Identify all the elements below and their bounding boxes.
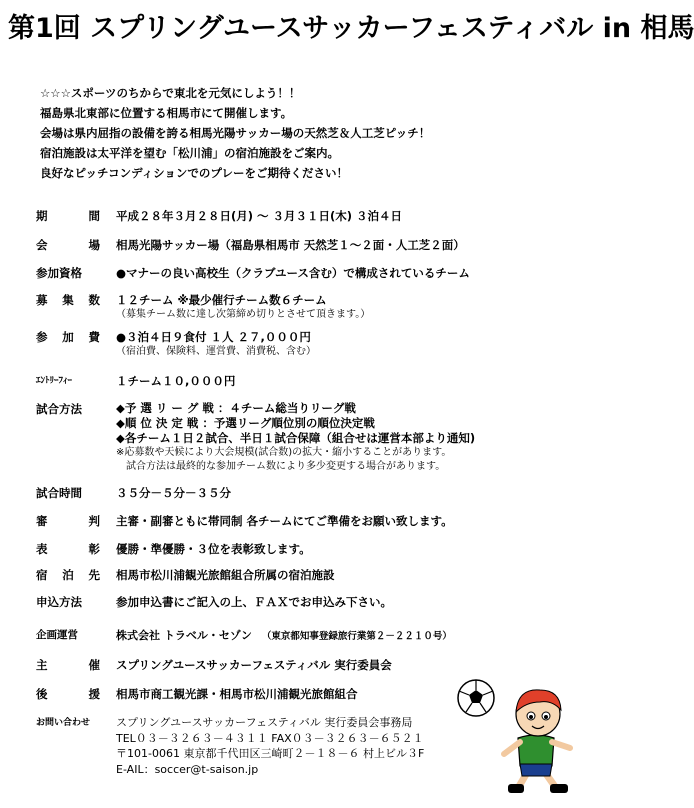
recruit-value <box>116 292 586 322</box>
match-time-label: 試合時間 <box>36 486 82 500</box>
intro-line: ☆☆☆スポーツのちからで東北を元気にしよう！！ <box>40 86 301 100</box>
planning-company: 株式会社 トラベル・セゾン <box>116 629 252 642</box>
intro-line: 福島県北東部に位置する相馬市にて開催します。 <box>40 106 293 120</box>
intro-line: 良好なピッチコンディションでのプレーをご期待ください！ <box>40 166 348 180</box>
venue-value: 相馬光陽サッカー場（福島県相馬市 天然芝１～２面・人工芝２面） <box>116 238 465 252</box>
planning-label: 企画運営 <box>36 629 78 641</box>
match-time-value: ３５分－５分－３５分 <box>116 486 231 500</box>
format-note: 試合方法は最終的な参加チーム数により多少変更する場合があります。 <box>116 461 446 472</box>
lodging-label: 宿 泊 先 <box>36 568 100 582</box>
eligibility-value: ●マナーの良い高校生（クラブユース含む）で構成されているチーム <box>116 266 470 280</box>
organizer-label: 主 催 <box>36 658 100 672</box>
intro-line: 会場は県内屈指の設備を誇る相馬光陽サッカー場の天然芝＆人工芝ピッチ！ <box>40 126 431 140</box>
contact-line: TEL０３－３２６３－４３１１ FAX０３－３２６３－６５２１ <box>116 731 424 745</box>
fee-amount: ●３泊４日９食付 １人 ２７,０００円 <box>116 330 311 344</box>
soccer-mascot-illustration <box>456 676 596 800</box>
referee-label: 審 判 <box>36 514 100 528</box>
awards-label: 表 彰 <box>36 542 100 556</box>
apply-value: 参加申込書にご記入の上、ＦＡＸでお申込み下さい。 <box>116 595 392 609</box>
support-label: 後 援 <box>36 687 100 701</box>
recruit-label: 募 集 数 <box>36 293 100 307</box>
intro-text <box>40 83 580 183</box>
eligibility-label: 参加資格 <box>36 266 82 280</box>
fee-value <box>116 329 586 359</box>
fee-note: （宿泊費、保険料、運営費、消費税、含む） <box>116 346 316 357</box>
format-line: ◆予 選 リ ー グ 戦 ：４チーム総当りリーグ戦 <box>116 401 356 415</box>
intro-line: 宿泊施設は太平洋を望む「松川浦」の宿泊施設をご案内。 <box>40 146 339 160</box>
format-value <box>116 401 586 474</box>
apply-label: 申込方法 <box>36 595 82 609</box>
format-line: ◆各チーム１日２試合、半日１試合保障（組合せは運営本部より通知) <box>116 431 476 445</box>
recruit-count: １２チーム ※最少催行チーム数６チーム <box>116 293 327 307</box>
organizer-value: スプリングユースサッカーフェスティバル 実行委員会 <box>116 658 392 672</box>
format-label: 試合方法 <box>36 402 82 416</box>
soccer-ball-icon <box>458 680 494 716</box>
format-line: ◆順 位 決 定 戦 ：予選リーグ順位別の順位決定戦 <box>116 416 375 430</box>
planning-value <box>116 627 586 645</box>
format-note: ※応募数や天候により大会規模(試合数)の拡大・縮小することがあります。 <box>116 447 452 458</box>
planning-registration: （東京都知事登録旅行業第２－２２１０号） <box>261 631 452 642</box>
entry-fee-value: １チーム１０,０００円 <box>116 374 236 388</box>
contact-label: お問い合わせ <box>36 718 91 728</box>
contact-line: スプリングユースサッカーフェスティバル 実行委員会事務局 <box>116 716 413 729</box>
support-value: 相馬市商工観光課・相馬市松川浦観光旅館組合 <box>116 687 358 701</box>
period-label: 期 間 <box>36 209 100 223</box>
contact-line: E-AIL：soccer@t-saison.jp <box>116 762 259 776</box>
contact-line: 〒101-0061 東京都千代田区三崎町２－１８－６ 村上ビル３F <box>116 747 425 760</box>
period-value: 平成２８年３月２８日(月) ～ ３月３１日(木) ３泊４日 <box>116 209 403 223</box>
lodging-value: 相馬市松川浦観光旅館組合所属の宿泊施設 <box>116 568 335 582</box>
awards-value: 優勝・準優勝・３位を表彰致します。 <box>116 542 311 556</box>
venue-label: 会 場 <box>36 238 100 252</box>
entry-fee-label: ｴﾝﾄﾘｰﾌｨｰ <box>36 376 73 386</box>
referee-value: 主審・副審ともに帯同制 各チームにてご準備をお願い致します。 <box>116 514 453 528</box>
fee-label: 参 加 費 <box>36 330 100 344</box>
page-title: 第1回 スプリングユースサッカーフェスティバル in 相馬 <box>8 13 694 44</box>
recruit-note: （募集チーム数に達し次第締め切りとさせて頂きます。） <box>116 309 371 320</box>
